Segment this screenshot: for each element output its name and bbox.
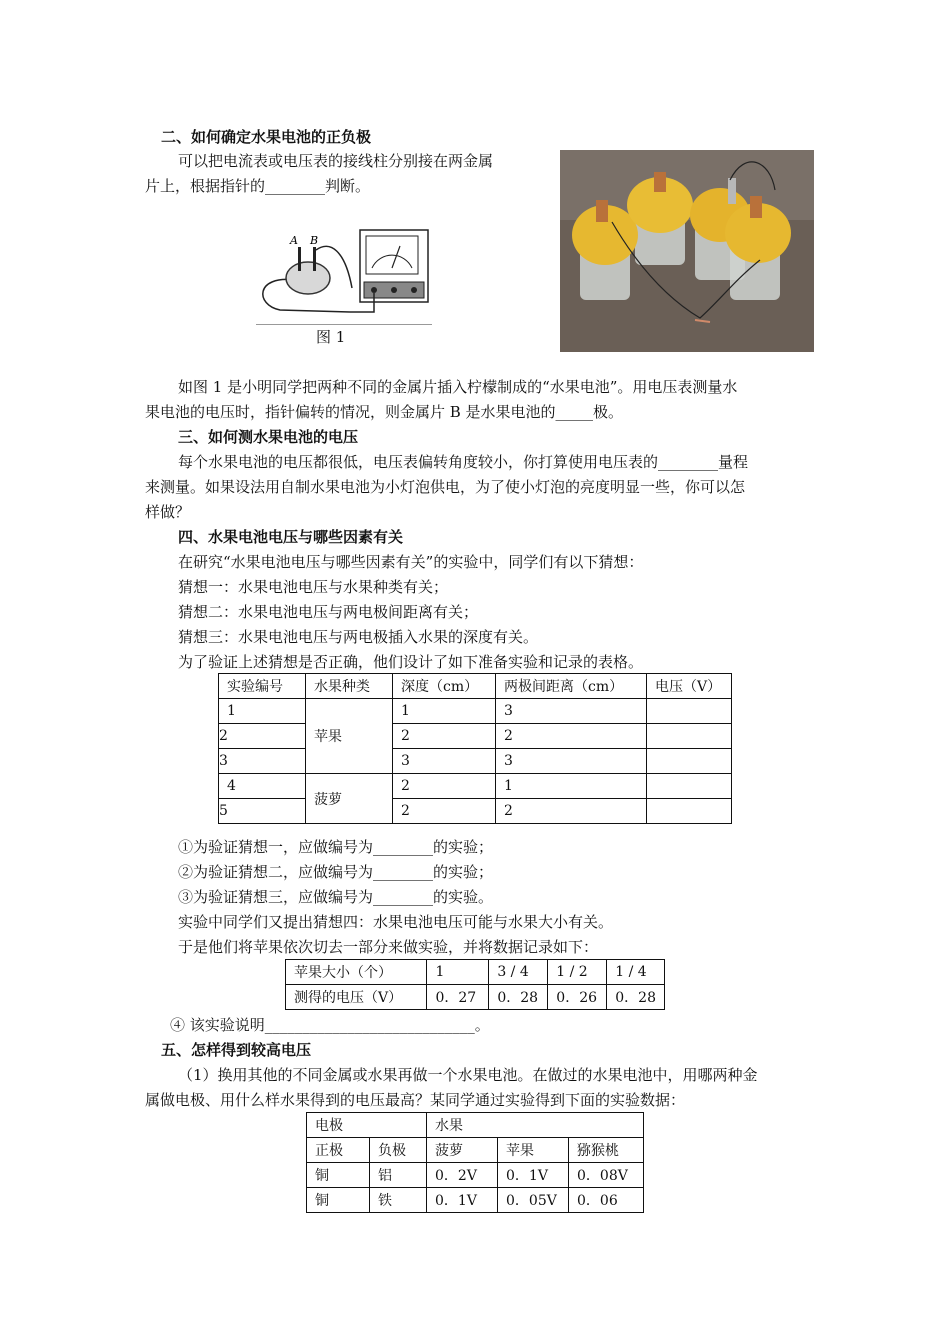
table-row: [307, 1163, 644, 1188]
table-cell: 0．26: [548, 985, 607, 1010]
s4-guess-4: 实验中同学们又提出猜想四：水果电池电压可能与水果大小有关。: [178, 913, 614, 931]
table-cell-id: 1: [219, 699, 306, 724]
table-cell-distance: 1: [496, 774, 647, 799]
table-cell-distance: 2: [496, 799, 647, 824]
table-header-cell: 电压（V）: [647, 674, 732, 699]
table-cell-distance: 2: [496, 724, 647, 749]
table-cell: 0．06: [569, 1188, 644, 1213]
table-cell-depth: 3: [393, 749, 496, 774]
table-cell-depth: 2: [393, 774, 496, 799]
lemon-battery-photo: [560, 150, 814, 352]
experiment-design-table: [218, 673, 732, 824]
table-cell: 0．28: [489, 985, 548, 1010]
s4-guess-2: 猜想二：水果电池电压与两电极间距离有关；: [178, 603, 479, 621]
figure-1-caption: 图 1: [316, 328, 346, 346]
s3-paragraph-line1: 每个水果电池的电压都很低，电压表偏转角度较小，你打算使用电压表的________量程: [178, 453, 749, 471]
s2-paragraph2-line2: 果电池的电压时，指针偏转的情况，则金属片 B 是水果电池的_____极。: [145, 403, 624, 421]
section-3-heading: 三、如何测水果电池的电压: [178, 428, 359, 446]
s5-paragraph-line2: 属做电极、用什么样水果得到的电压最高？某同学通过实验得到下面的实验数据：: [145, 1091, 686, 1109]
table-row: [219, 799, 732, 824]
table-row: [219, 699, 732, 724]
table-header-row: [307, 1113, 644, 1138]
table-cell: 铁: [370, 1188, 427, 1213]
s5-paragraph-line1: （1）换用其他的不同金属或水果再做一个水果电池。在做过的水果电池中，用哪两种金: [178, 1066, 758, 1084]
table-header-row: [307, 1138, 644, 1163]
s4-question-2: ②为验证猜想二，应做编号为________的实验；: [178, 863, 494, 881]
table-cell: 0．1V: [427, 1188, 498, 1213]
table-cell: 铝: [370, 1163, 427, 1188]
table-cell-distance: 3: [496, 699, 647, 724]
s4-question-1: ①为验证猜想一，应做编号为________的实验；: [178, 838, 494, 856]
table-cell: 0．27: [427, 985, 489, 1010]
table-header-row: [219, 674, 732, 699]
s3-paragraph-line2: 来测量。如果设法用自制水果电池为小灯泡供电，为了使小灯泡的亮度明显一些，你可以怎: [145, 478, 746, 496]
table-row: [307, 1188, 644, 1213]
s4-table-intro: 为了验证上述猜想是否正确，他们设计了如下准备实验和记录的表格。: [178, 653, 644, 671]
table-header-cell: 电极: [307, 1113, 427, 1138]
table-cell-distance: 3: [496, 749, 647, 774]
table-cell-voltage: [647, 799, 732, 824]
table-header-cell: 苹果: [498, 1138, 569, 1163]
table-row: [219, 724, 732, 749]
table-header-cell: 菠萝: [427, 1138, 498, 1163]
table-cell: 0．08V: [569, 1163, 644, 1188]
s4-table2-intro: 于是他们将苹果依次切去一部分来做实验，并将数据记录如下：: [178, 938, 599, 956]
table-cell: 测得的电压（V）: [286, 985, 427, 1010]
table-header-cell: 实验编号: [219, 674, 306, 699]
table-cell: 0．1V: [498, 1163, 569, 1188]
table-row: [286, 985, 665, 1010]
table-cell-depth: 1: [393, 699, 496, 724]
table-cell-fruit: 菠萝: [306, 774, 393, 824]
table-header-cell: 正极: [307, 1138, 370, 1163]
table-cell: 苹果大小（个）: [286, 960, 427, 985]
figure-1-lemon-voltmeter-diagram: [250, 220, 435, 330]
figure-label-a: A: [290, 234, 298, 247]
table-cell: 铜: [307, 1163, 370, 1188]
s2-paragraph-line1: 可以把电流表或电压表的接线柱分别接在两金属: [178, 152, 494, 170]
table-cell: 0．05V: [498, 1188, 569, 1213]
table-row: [219, 749, 732, 774]
table-header-cell: 水果: [427, 1113, 644, 1138]
table-cell: 1 / 2: [548, 960, 607, 985]
table-cell: 1: [427, 960, 489, 985]
figure-label-b: B: [310, 234, 319, 247]
table-cell: 0．2V: [427, 1163, 498, 1188]
s2-paragraph-line2: 片上，根据指针的________判断。: [145, 177, 371, 195]
table-header-cell: 水果种类: [306, 674, 393, 699]
s2-paragraph2-line1: 如图 1 是小明同学把两种不同的金属片插入柠檬制成的“水果电池”。用电压表测量水: [178, 378, 738, 396]
table-cell-id: 3: [219, 749, 306, 774]
table-cell-fruit: 苹果: [306, 699, 393, 774]
table-cell-depth: 2: [393, 724, 496, 749]
table-cell-voltage: [647, 724, 732, 749]
table-header-cell: 两极间距离（cm）: [496, 674, 647, 699]
table-cell: 1 / 4: [607, 960, 665, 985]
section-2-heading: 二、如何确定水果电池的正负极: [161, 128, 372, 146]
s4-intro: 在研究“水果电池电压与哪些因素有关”的实验中，同学们有以下猜想：: [178, 553, 644, 571]
table-cell: 3 / 4: [489, 960, 548, 985]
section-4-heading: 四、水果电池电压与哪些因素有关: [178, 528, 404, 546]
table-row: [219, 774, 732, 799]
table-header-cell: 深度（cm）: [393, 674, 496, 699]
table-row: [286, 960, 665, 985]
table-cell: 0．28: [607, 985, 665, 1010]
electrode-fruit-voltage-table: [306, 1112, 644, 1213]
s4-question-3: ③为验证猜想三，应做编号为________的实验。: [178, 888, 494, 906]
table-cell-id: 5: [219, 799, 306, 824]
table-cell-id: 2: [219, 724, 306, 749]
apple-size-voltage-table: [285, 959, 665, 1010]
table-cell-voltage: [647, 749, 732, 774]
figure-caption-rule: [256, 324, 432, 325]
table-cell-id: 4: [219, 774, 306, 799]
table-header-cell: 负极: [370, 1138, 427, 1163]
table-cell-voltage: [647, 774, 732, 799]
table-header-cell: 猕猴桃: [569, 1138, 644, 1163]
s4-guess-1: 猜想一：水果电池电压与水果种类有关；: [178, 578, 449, 596]
s4-question-4: ④ 该实验说明____________________________。: [170, 1016, 490, 1034]
table-cell-voltage: [647, 699, 732, 724]
section-5-heading: 五、怎样得到较高电压: [161, 1041, 312, 1059]
table-cell: 铜: [307, 1188, 370, 1213]
s4-guess-3: 猜想三：水果电池电压与两电极插入水果的深度有关。: [178, 628, 539, 646]
s3-paragraph-line3: 样做？: [145, 503, 191, 521]
table-cell-depth: 2: [393, 799, 496, 824]
